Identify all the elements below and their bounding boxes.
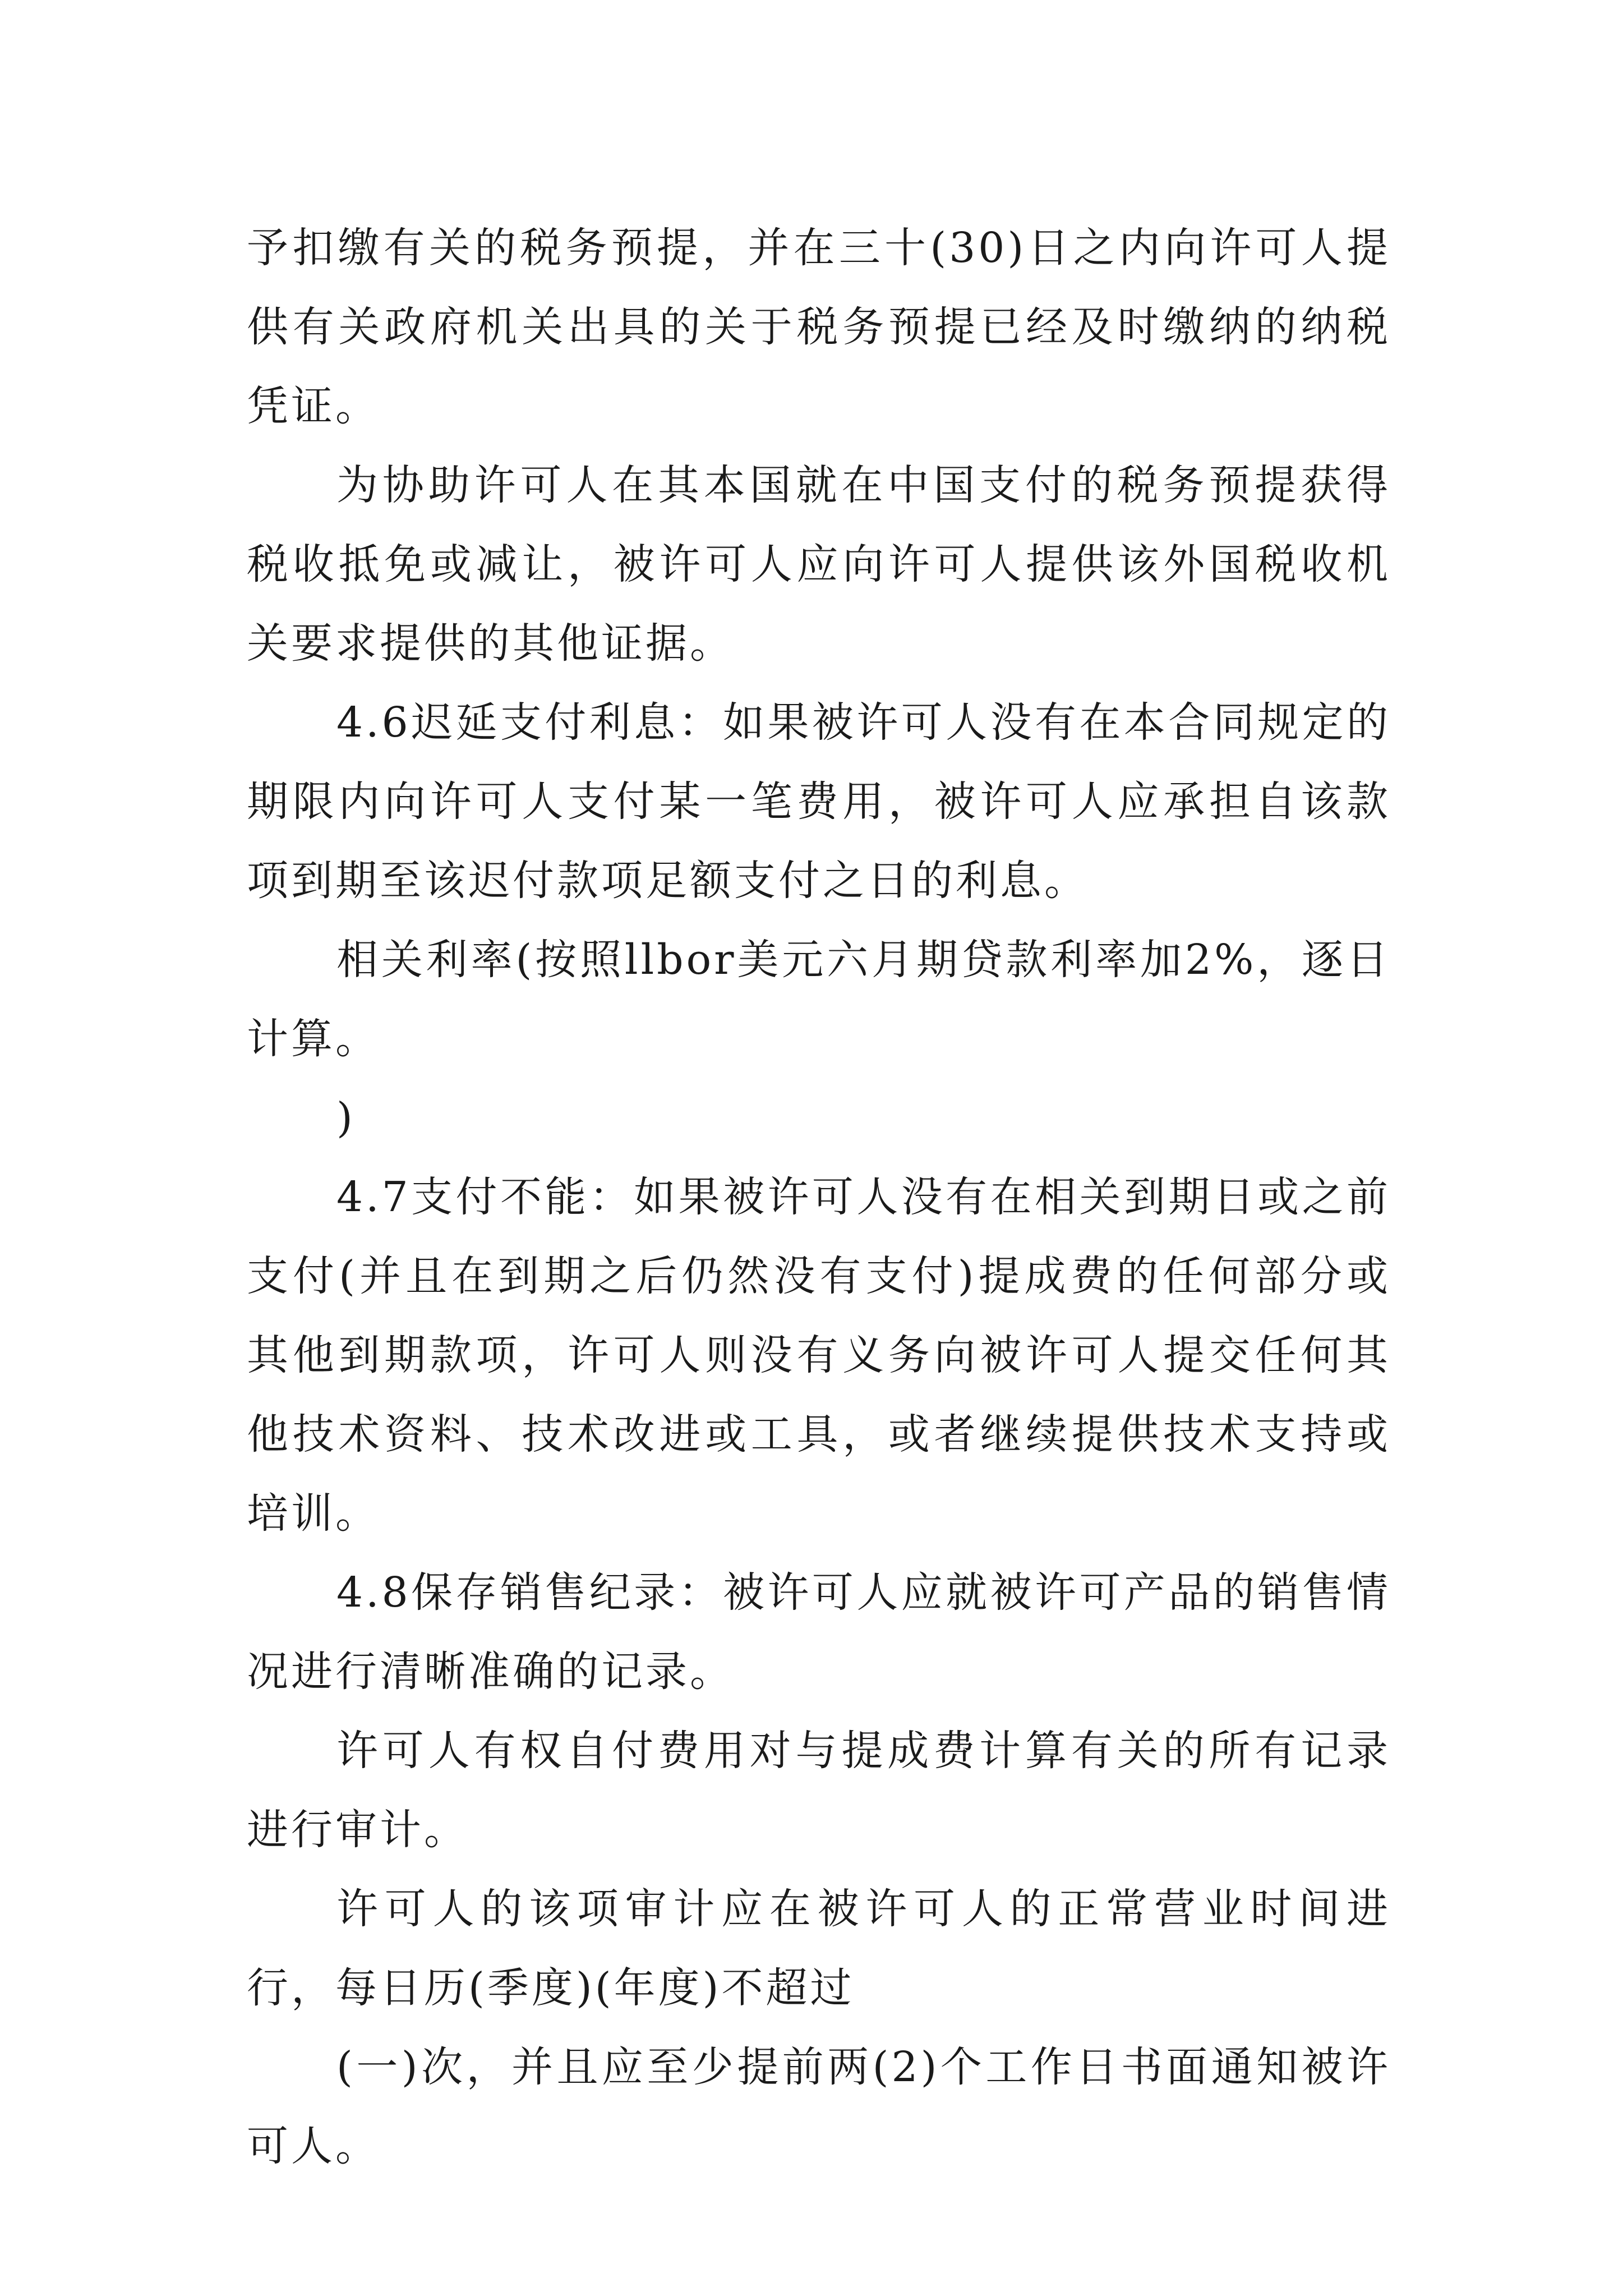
paragraph-interest-rate: 相关利率(按照llbor美元六月期贷款利率加2%，逐日计算。 [247, 936, 1391, 1063]
paragraph-non-payment: 4.7支付不能：如果被许可人没有在相关到期日或之前支付(并且在到期之后仍然没有支付)提成费的任何部分或其他到期款项，许可人则没有义务向被许可人提交任何其他技术资料、技术改进或工具，或者继续提供技术支持或培训。 [247, 1173, 1391, 1538]
paragraph-closing-parenthesis: ) [336, 1094, 356, 1142]
paragraph-audit-notice: (一)次，并且应至少提前两(2)个工作日书面通知被许可人。 [247, 2043, 1391, 2170]
paragraph-tax-withholding: 予扣缴有关的税务预提，并在三十(30)日之内向许可人提供有关政府机关出具的关于税务预提已经及时缴纳的纳税凭证。 [247, 224, 1391, 430]
paragraph-audit-right: 许可人有权自付费用对与提成费计算有关的所有记录进行审计。 [247, 1727, 1391, 1854]
paragraph-sales-records: 4.8保存销售纪录：被许可人应就被许可产品的销售情况进行清晰准确的记录。 [247, 1568, 1391, 1696]
paragraph-tax-credit: 为协助许可人在其本国就在中国支付的税务预提获得税收抵免或减让，被许可人应向许可人提供该外国税收机关要求提供的其他证据。 [247, 461, 1391, 668]
paragraph-late-payment-interest: 4.6迟延支付利息：如果被许可人没有在本合同规定的期限内向许可人支付某一笔费用，被许可人应承担自该款项到期至该迟付款项足额支付之日的利息。 [247, 698, 1391, 905]
paragraph-audit-timing: 许可人的该项审计应在被许可人的正常营业时间进行，每日历(季度)(年度)不超过 [247, 1885, 1391, 2012]
document-body [247, 209, 1391, 2186]
